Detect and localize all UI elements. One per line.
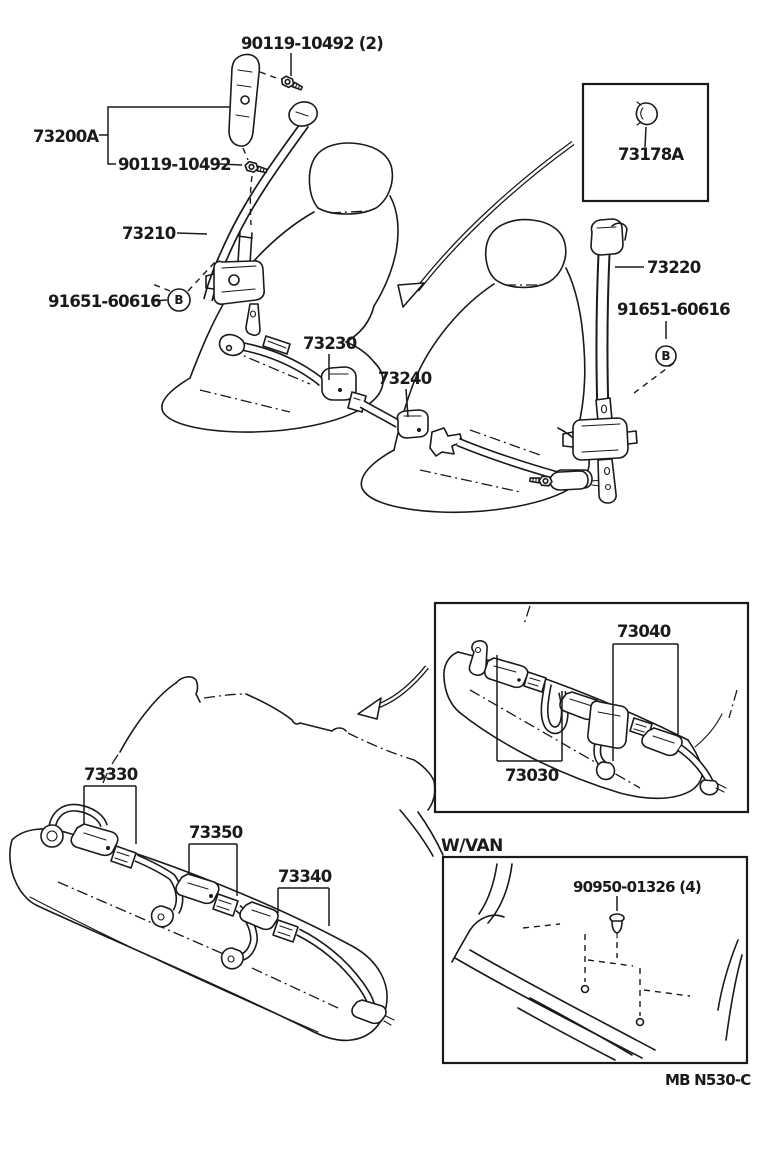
label-ring-lh: 91651-60616 — [48, 292, 161, 311]
label-bolt-lower: 90119-10492 — [118, 155, 231, 174]
label-inner-belt-lh: 73230 — [303, 334, 357, 353]
front-belt-rh-drawing — [530, 219, 637, 503]
rear-seatback-inset — [435, 603, 748, 812]
label-outer-belt-rh: 73220 — [647, 258, 701, 277]
rear-motion-arrow — [358, 667, 427, 719]
label-ring-part: 73178A — [618, 145, 684, 164]
front-seat-rh-drawing — [361, 220, 589, 513]
front-belt-lh-drawing — [206, 54, 317, 335]
front-seat-lh-drawing — [162, 143, 398, 432]
ring-part-inset-box — [583, 84, 708, 201]
marker-b-lh: B — [174, 293, 184, 307]
marker-b-rh: B — [661, 349, 671, 363]
van-inset-box — [441, 836, 747, 1063]
inner-belts-drawing — [220, 335, 601, 488]
label-rear-side-belt: 73030 — [505, 766, 559, 785]
label-van-plug: 90950-01326 (4) — [573, 878, 701, 896]
label-rear-center-belt: 73040 — [617, 622, 671, 641]
label-rear-inner-rh: 73340 — [278, 867, 332, 886]
drawing-code: MB N530-C — [665, 1071, 751, 1089]
label-belt-assembly: 73200A — [33, 127, 99, 146]
rear-seat-drawing — [10, 677, 443, 1041]
label-rear-outer-lh: 73330 — [84, 765, 138, 784]
label-rear-center: 73350 — [189, 823, 243, 842]
label-ring-rh: 91651-60616 — [617, 300, 730, 319]
label-bolt-upper: 90119-10492 (2) — [241, 34, 383, 53]
label-outer-belt-lh: 73210 — [122, 224, 176, 243]
van-inset-caption: W/VAN — [441, 836, 503, 856]
label-inner-belt-rh: 73240 — [378, 369, 432, 388]
